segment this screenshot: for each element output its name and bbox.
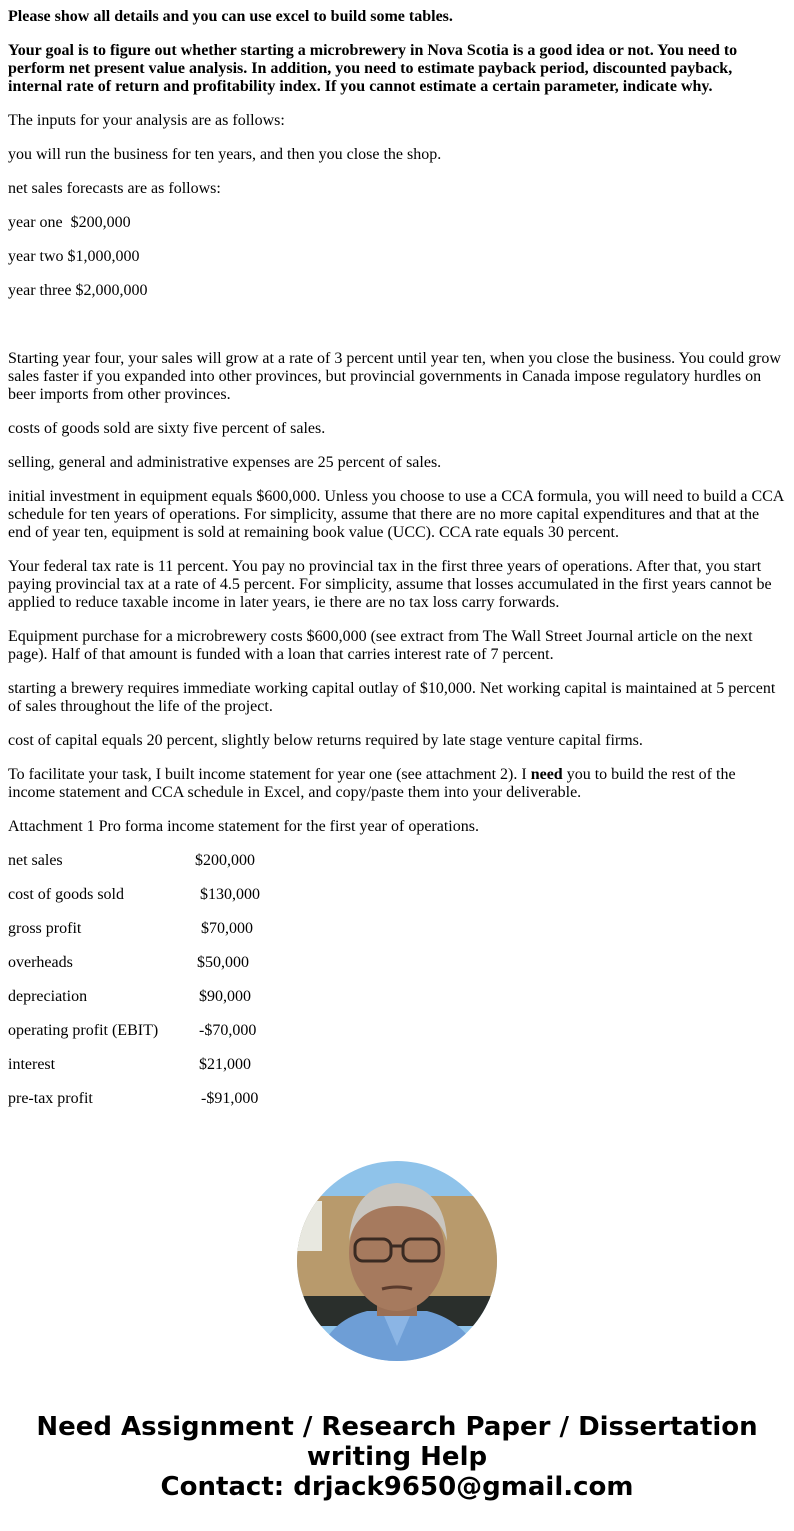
sga-text: selling, general and administrative expenses are 25 percent of sales. — [8, 454, 442, 471]
duration-text: you will run the business for ten years, and then you close the shop. — [8, 146, 442, 163]
row-label: net sales — [8, 852, 63, 869]
income-row — [8, 920, 786, 938]
row-label: overheads — [8, 954, 73, 971]
document-body — [0, 8, 794, 1108]
row-value: $21,000 — [199, 1056, 251, 1073]
promo-line-1: Need Assignment / Research Paper / Dissertation — [36, 1412, 758, 1442]
income-row — [8, 1056, 786, 1074]
income-row — [8, 852, 786, 870]
growth-text: Starting year four, your sales will grow at a rate of 3 percent until year ten, when you close the business. You could grow sales faster if you expanded into other provinces, but provincial governments in Canada impose regulatory hurdles on beer imports from other provinces. — [8, 350, 781, 403]
income-statement — [8, 852, 786, 1108]
income-row — [8, 954, 786, 972]
row-label: cost of goods sold — [8, 886, 124, 903]
cost-of-capital-text: cost of capital equals 20 percent, slightly below returns required by late stage venture capital firms. — [8, 732, 643, 749]
forecast-year-1: year one $200,000 — [8, 214, 131, 231]
working-capital-text: starting a brewery requires immediate working capital outlay of $10,000. Net working capital is maintained at 5 percent of sales throughout the life of the project. — [8, 680, 776, 715]
row-value: $70,000 — [201, 920, 253, 937]
tax-text: Your federal tax rate is 11 percent. You pay no provincial tax in the first three years of operations. After that, you start paying provincial tax at a rate of 4.5 percent. For simplicity, assume that losses accumulated in the first years cannot be applied to reduce taxable income in later years, ie there are no tax loss carry forwards. — [8, 558, 772, 611]
forecast-heading: net sales forecasts are as follows: — [8, 180, 221, 197]
cogs-text: costs of goods sold are sixty five percent of sales. — [8, 420, 326, 437]
row-label: pre-tax profit — [8, 1090, 93, 1107]
income-row — [8, 988, 786, 1006]
goal-text: Your goal is to figure out whether starting a microbrewery in Nova Scotia is a good idea or not. You need to perform net present value analysis. In addition, you need to estimate payback period, discounted payback, internal rate of return and profitability index. If you cannot estimate a certain parameter, indicate why. — [8, 42, 738, 95]
row-label: depreciation — [8, 988, 88, 1005]
forecast-year-3: year three $2,000,000 — [8, 282, 148, 299]
attachment-title: Attachment 1 Pro forma income statement for the first year of operations. — [8, 818, 479, 835]
row-value: $200,000 — [195, 852, 255, 869]
forecast-year-2: year two $1,000,000 — [8, 248, 140, 265]
promo-banner — [0, 1412, 794, 1502]
row-label: gross profit — [8, 920, 82, 937]
equipment-text: Equipment purchase for a microbrewery costs $600,000 (see extract from The Wall Street Journal article on the next page). Half of that amount is funded with a loan that carries interest rate of 7 percent. — [8, 628, 753, 663]
row-value: -$91,000 — [201, 1090, 259, 1107]
row-value: $130,000 — [200, 886, 260, 903]
income-row — [8, 1022, 786, 1040]
row-value: -$70,000 — [199, 1022, 257, 1039]
inputs-heading: The inputs for your analysis are as follows: — [8, 112, 285, 129]
row-value: $90,000 — [199, 988, 251, 1005]
promo-contact: Contact: drjack9650@gmail.com — [160, 1472, 634, 1502]
row-value: $50,000 — [197, 954, 249, 971]
spacer — [8, 316, 786, 334]
investment-text: initial investment in equipment equals $600,000. Unless you choose to use a CCA formula, you will need to build a CCA schedule for ten years of operations. For simplicity, assume that there are no more capital expenditures and that at the end of year ten, equipment is sold at remaining book value (UCC). CCA rate equals 30 percent. — [8, 488, 784, 541]
author-photo — [297, 1161, 497, 1361]
task-bold: need — [530, 766, 563, 783]
task-post: you to build the rest of the income statement and CCA schedule in Excel, and copy/paste them into your deliverable. — [8, 766, 736, 801]
request-text: Please show all details and you can use excel to build some tables. — [8, 8, 453, 25]
income-row — [8, 886, 786, 904]
row-label: interest — [8, 1056, 56, 1073]
task-pre: To facilitate your task, I built income statement for year one (see attachment 2). I — [8, 766, 531, 783]
income-row — [8, 1090, 786, 1108]
promo-line-2: writing Help — [306, 1442, 488, 1472]
row-label: operating profit (EBIT) — [8, 1022, 159, 1039]
task-text — [8, 766, 786, 802]
